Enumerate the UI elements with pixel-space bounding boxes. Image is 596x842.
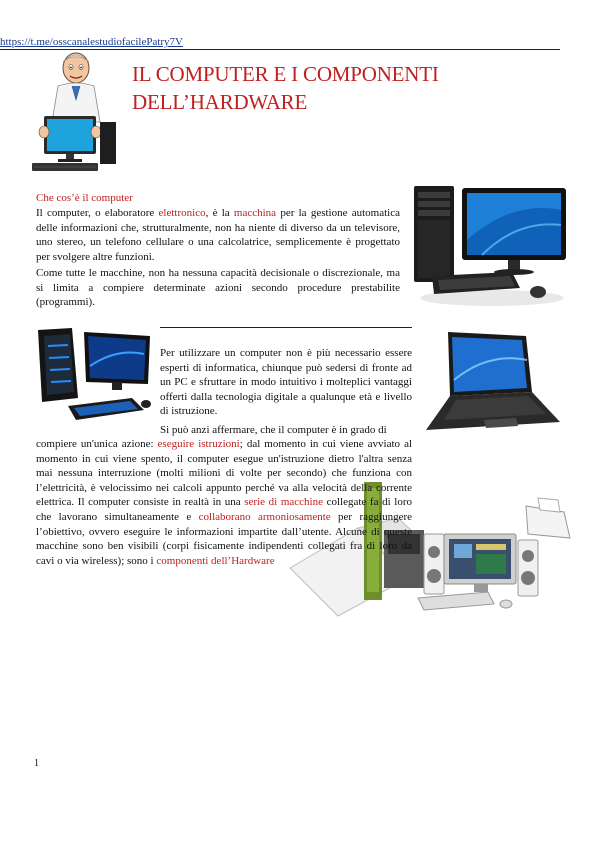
highlight-elettronico: elettronico: [158, 207, 206, 219]
text-span: ; dal momento in cui viene avviato al momento in cui viene spento, il computer esegue un'istruzione dietro l'altra senza mai nessuna interruzione (molti milioni di volte per secondo) che funziona con l’elettricità, è velocissimo nei calcoli appunto perché va alla velocità della corrente elettrica. Il computer consiste in realtà in una: [36, 438, 413, 509]
desktop-pc-illustration: [412, 180, 570, 312]
text-span: , è la: [205, 207, 234, 219]
paragraph-definition: [36, 206, 400, 264]
channel-link[interactable]: https://t.me/osscanalestudiofacilePatry7V: [0, 36, 183, 48]
cartoon-man-with-computer-illustration: [30, 50, 125, 175]
text-span: compiere un'unica azione:: [36, 438, 158, 450]
paragraph-usage: Per utilizzare un computer non è più necessario essere esperti di informatica, chiunque può sedersi di fronte ad un PC e sfruttare in modo intuitivo i molteplici vantaggi offerti dalla tecnologia digitale a qualunque età e livello di istruzione.: [160, 347, 412, 418]
text-span: collegate fa di loro che lavorano simultaneamente e: [36, 496, 412, 523]
title-line-1: IL COMPUTER E I COMPONENTI: [132, 62, 439, 86]
page-title: [132, 60, 439, 116]
text-span: per raggiungere l’obiettivo, ovvero eseguire le informazioni impartite dall’utente. Alcune di queste macchine sono ben visibili (corpi fisicamente indipendenti collegati fra di loro da cavi o via wireless); sono i: [36, 510, 412, 567]
text-span: Il computer, o elaboratore: [36, 207, 159, 219]
section-heading: Che cos’è il computer: [36, 192, 133, 204]
paragraph-capability-intro: Si può anzi affermare, che il computer è in grado di: [160, 424, 387, 436]
highlight-eseguire-istruzioni: eseguire istruzioni: [157, 438, 240, 450]
paragraph-capability: [36, 437, 412, 568]
title-line-2: DELL’HARDWARE: [132, 90, 308, 114]
paragraph-machines: Come tutte le macchine, non ha nessuna capacità decisionale o discrezionale, ma si limita a compiere determinate azioni secondo procedure prestabilite (programmi).: [36, 267, 400, 309]
highlight-serie-di-macchine: serie di macchine: [244, 496, 323, 509]
page-number: 1: [34, 758, 39, 769]
highlight-macchina: macchina: [233, 207, 277, 219]
highlight-collaborano-armoniosamente: collaborano armoniosamente: [198, 510, 331, 523]
section-divider: [160, 327, 412, 328]
text-span: per la gestione automatica delle informazioni che, strutturalmente, non ha niente di diverso da un televisore, uno stereo, un telefono cellulare o una calcolatrice, semplicemente è progettato per svolgere altre funzioni.: [36, 207, 400, 263]
highlight-componenti-hardware: componenti dell’Hardware: [156, 554, 275, 567]
laptop-illustration: [418, 330, 562, 434]
gaming-pc-illustration: [32, 326, 154, 422]
